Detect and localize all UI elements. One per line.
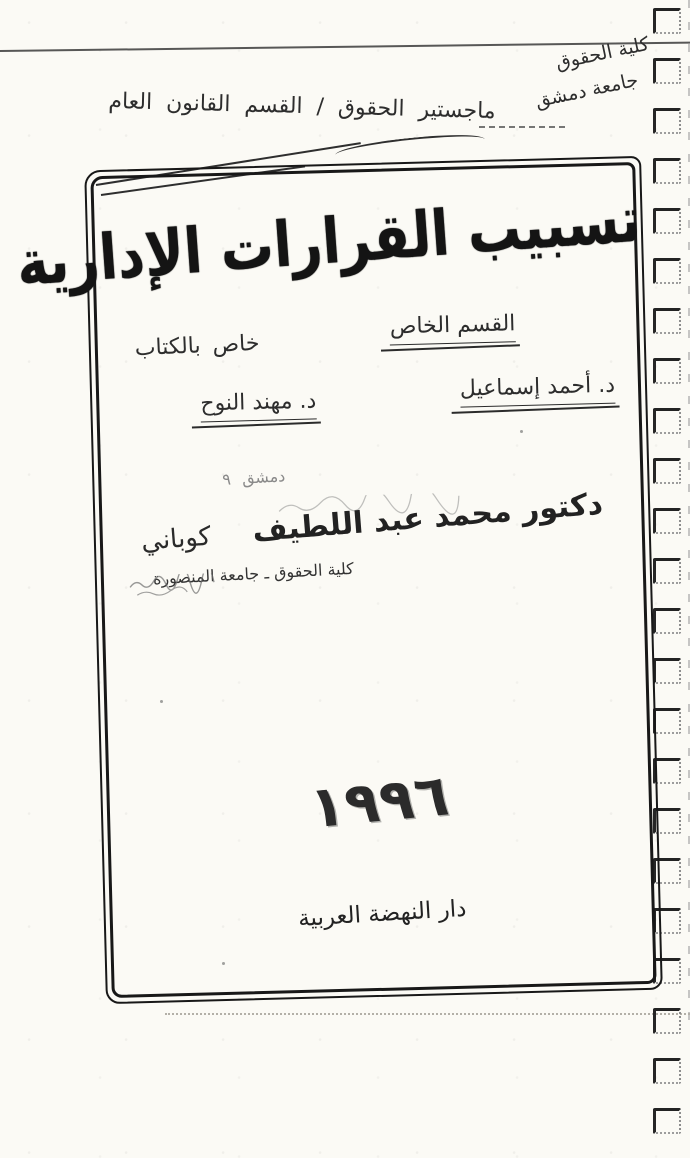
binding-hole bbox=[653, 158, 681, 184]
handwritten-university-note bbox=[526, 28, 660, 118]
book-title: تسبيب القرارات الإدارية bbox=[14, 183, 643, 301]
binding-hole bbox=[653, 8, 681, 34]
signature-name: دكتور محمد عبد اللطيف bbox=[251, 486, 605, 550]
section-label bbox=[390, 311, 516, 345]
binding-hole bbox=[653, 658, 681, 684]
binding-hole bbox=[653, 1058, 681, 1084]
faculty-name: كلية الحقوق bbox=[554, 32, 652, 75]
author-name-text: د. مهند النوح bbox=[200, 388, 317, 422]
pen-flourish bbox=[334, 130, 485, 164]
binding-hole bbox=[653, 108, 681, 134]
binding-hole bbox=[653, 258, 681, 284]
affiliation-line: كلية الحقوق ـ جامعة المنصورة bbox=[152, 558, 355, 589]
university-name: جامعة دمشق bbox=[533, 68, 641, 113]
page-edge-dash bbox=[479, 126, 565, 128]
author-name-left bbox=[200, 388, 317, 422]
binding-hole bbox=[653, 58, 681, 84]
binding-hole bbox=[653, 358, 681, 384]
binding-hole bbox=[653, 608, 681, 634]
binding-hole bbox=[653, 308, 681, 334]
binding-hole bbox=[653, 458, 681, 484]
book-side-note: خاص بالكتاب bbox=[134, 330, 260, 362]
publisher-name: دار النهضة العربية bbox=[297, 895, 468, 933]
illegible-scribble bbox=[127, 573, 223, 601]
binding-hole bbox=[653, 208, 681, 234]
binding-hole bbox=[653, 1008, 681, 1034]
binding-hole bbox=[653, 408, 681, 434]
binding-hole bbox=[653, 508, 681, 534]
binding-hole bbox=[653, 708, 681, 734]
signature-tail-word: كوباني bbox=[140, 521, 213, 557]
faint-place-note: دمشق ٩ bbox=[221, 466, 286, 490]
section-label-text: القسم الخاص bbox=[390, 311, 516, 345]
handwritten-degree-line: ماجستير الحقوق / القسم القانون العام bbox=[108, 88, 496, 125]
author-name-text: د. أحمد إسماعيل bbox=[460, 373, 616, 408]
bottom-dotted-line bbox=[165, 1013, 690, 1015]
publication-year: ١٩٩٦ bbox=[306, 762, 452, 842]
cover-frame bbox=[14, 156, 663, 1004]
author-name-right bbox=[460, 373, 616, 408]
binding-hole bbox=[653, 558, 681, 584]
binding-hole bbox=[653, 1108, 681, 1134]
